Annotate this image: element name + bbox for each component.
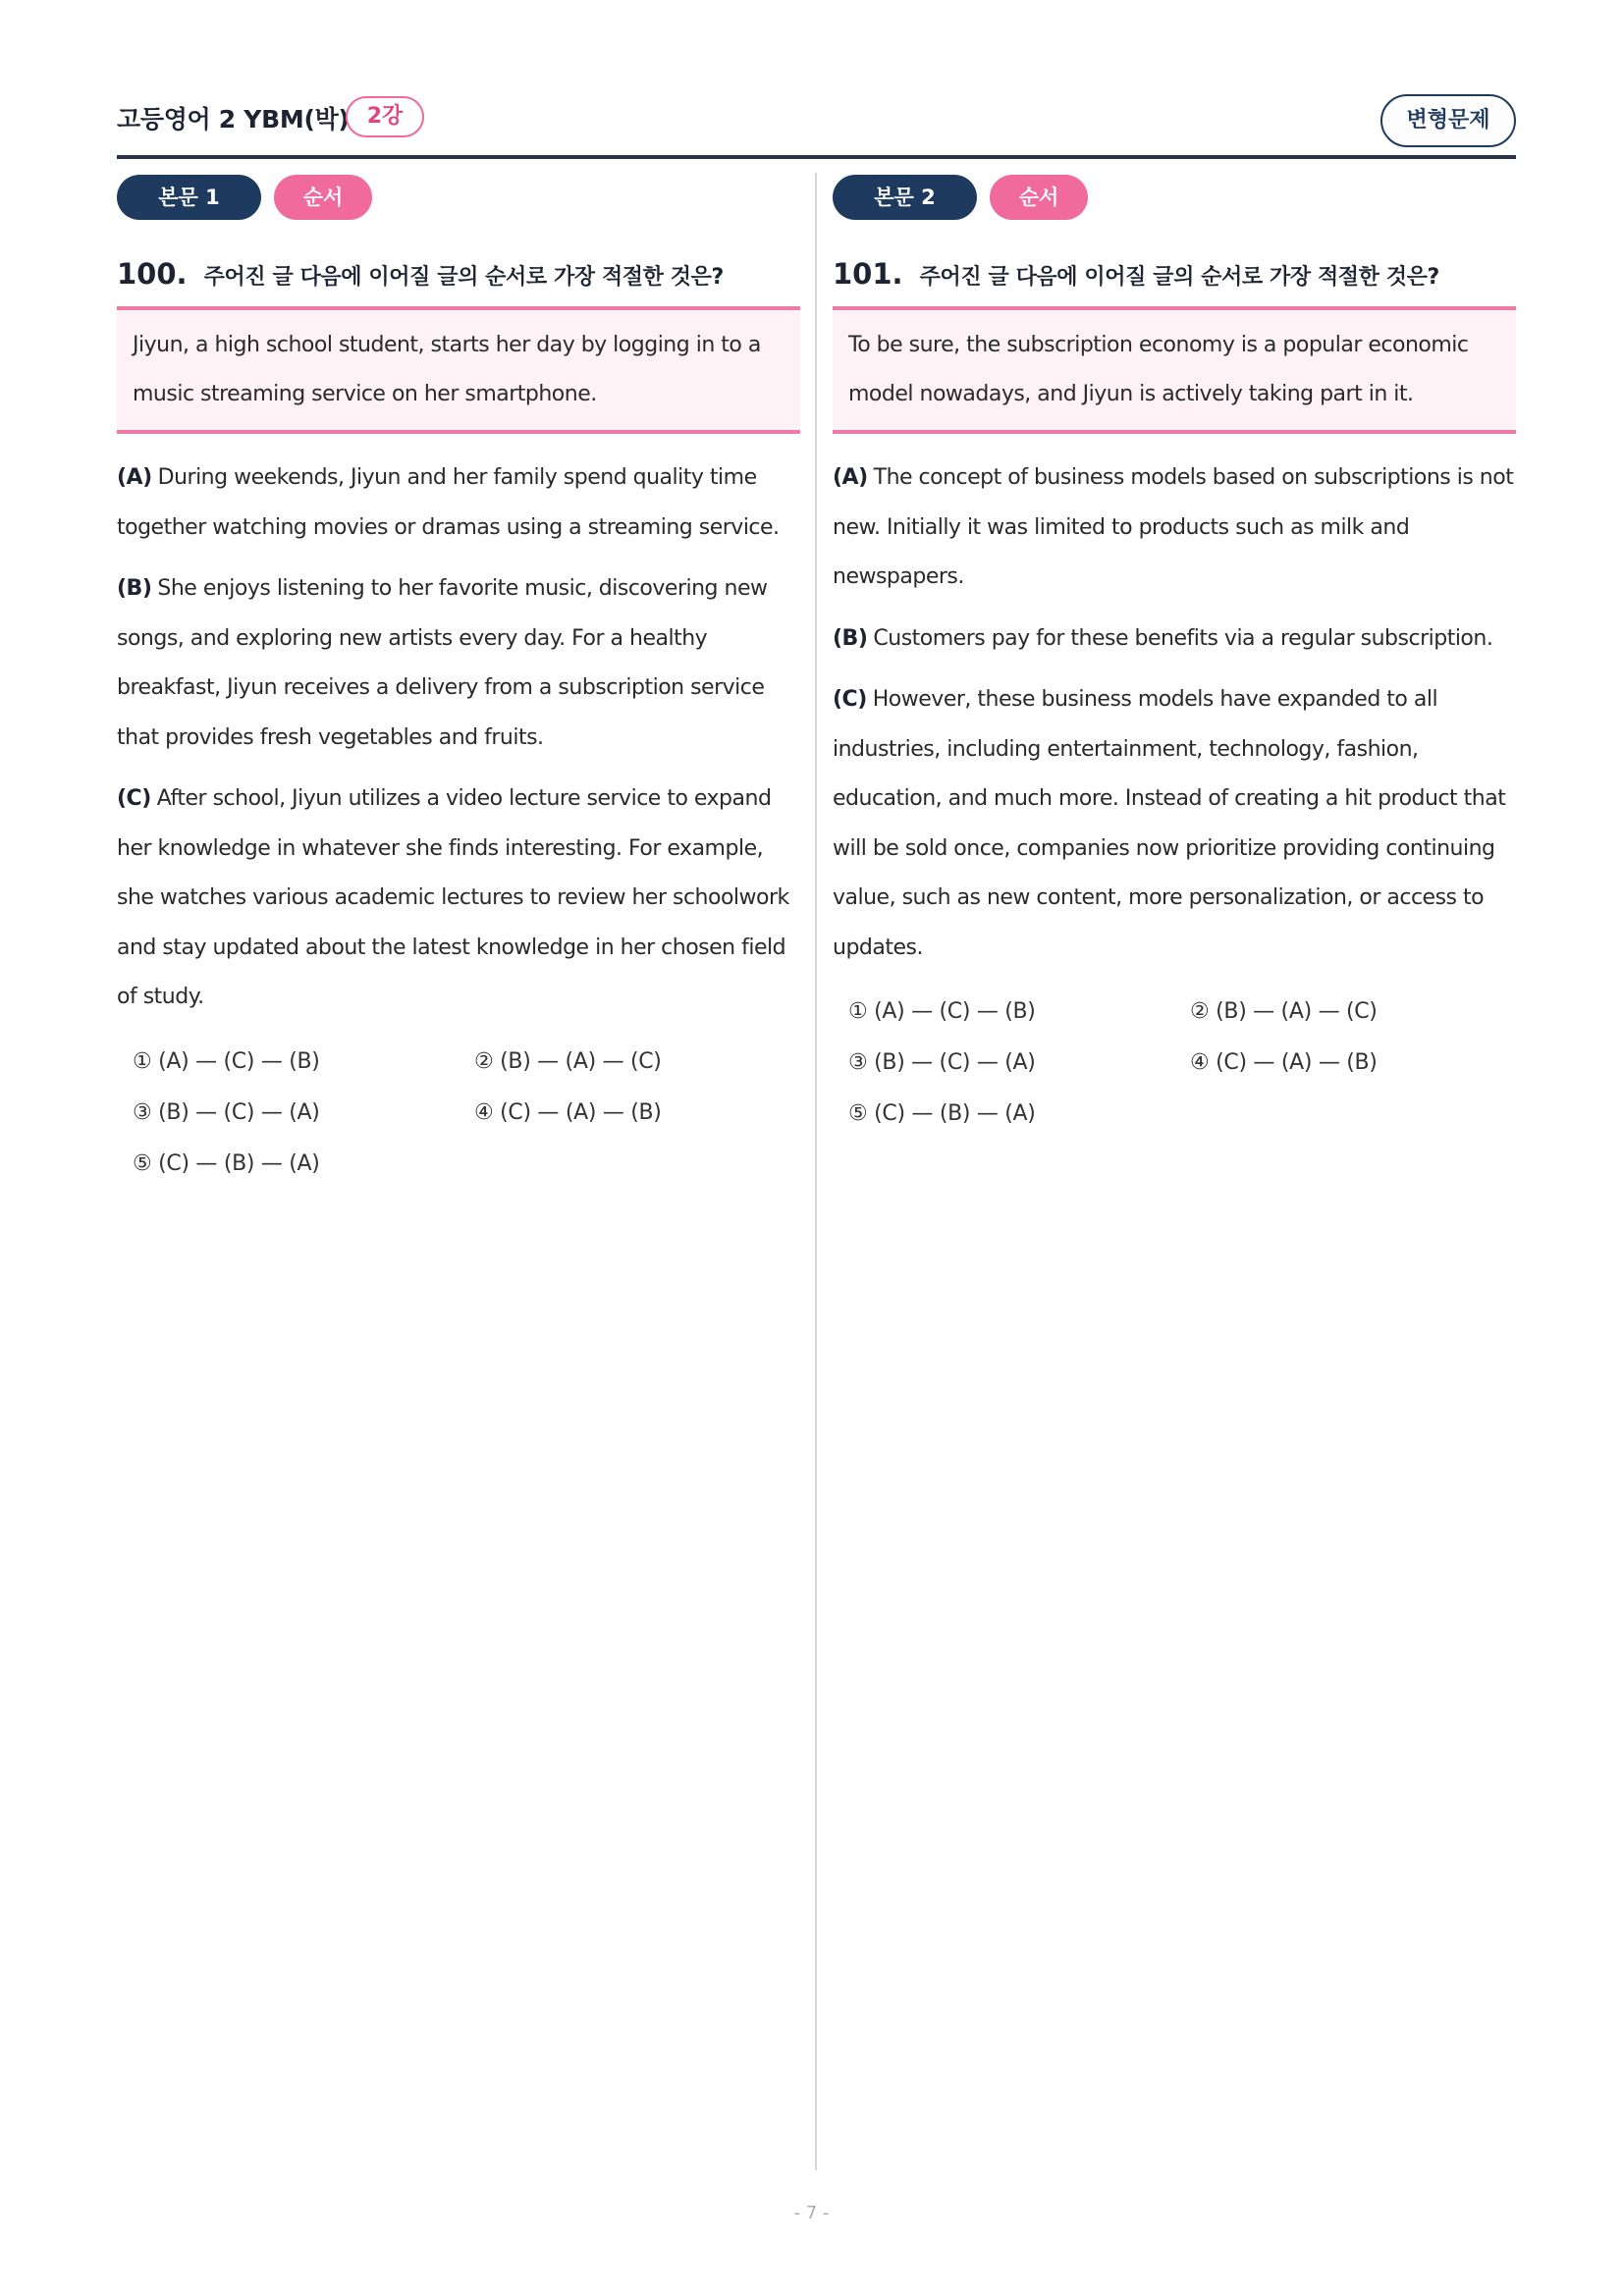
paragraph-label: (A) (117, 465, 152, 490)
choice-3[interactable]: ③ (B) — (C) — (A) (848, 1050, 1036, 1075)
header-rule (117, 155, 1516, 159)
question-header (833, 257, 1516, 296)
choice-5[interactable]: ⑤ (C) — (B) — (A) (848, 1101, 1036, 1126)
paragraph-text: However, these business models have expanded to all industries, including entertainment, technology, fashion, education, and much more. Instead of creating a hit product that will be sold once, companies now prioritize providing continuing value, such as new content, more personalization, or access to updates. (833, 687, 1506, 960)
paragraph-c (833, 675, 1516, 973)
type-tag: 순서 (990, 175, 1088, 220)
book-title: 고등영어 2 YBM(박) (117, 105, 350, 133)
paragraph-text: Customers pay for these benefits via a regular subscription. (873, 625, 1493, 651)
paragraph-label: (A) (833, 465, 868, 490)
answer-choices (117, 1037, 800, 1190)
choice-row (833, 987, 1516, 1038)
choice-row (833, 1038, 1516, 1089)
question-type-badge: 변형문제 (1380, 94, 1516, 147)
paragraph-label: (B) (117, 576, 152, 601)
paragraph-label: (C) (117, 786, 151, 811)
given-passage: Jiyun, a high school student, starts her day by logging in to a music streaming service on her smartphone. (117, 306, 800, 434)
paragraph-c (117, 774, 800, 1023)
choice-3[interactable]: ③ (B) — (C) — (A) (133, 1099, 320, 1125)
question-column-right (833, 173, 1516, 1140)
paragraph-b (117, 564, 800, 763)
answer-choices (833, 987, 1516, 1140)
choice-row (833, 1089, 1516, 1140)
paragraph-label: (C) (833, 687, 867, 712)
question-prompt: 주어진 글 다음에 이어질 글의 순서로 가장 적절한 것은? (919, 265, 1439, 290)
paragraph-a (117, 454, 800, 553)
section-tag: 본문 1 (117, 175, 261, 220)
paragraph-text: The concept of business models based on subscriptions is not new. Initially it was limited to products such as milk and newspapers. (833, 465, 1514, 589)
choice-row (117, 1037, 800, 1088)
column-divider (815, 173, 817, 2170)
type-tag: 순서 (274, 175, 372, 220)
choice-5[interactable]: ⑤ (C) — (B) — (A) (133, 1150, 320, 1176)
choice-row (117, 1088, 800, 1139)
section-tag: 본문 2 (833, 175, 977, 220)
tag-row (117, 173, 800, 222)
tag-row (833, 173, 1516, 222)
paragraph-label: (B) (833, 625, 868, 651)
question-number: 100. (117, 257, 188, 291)
lesson-badge: 2강 (346, 96, 424, 137)
page-number: - 7 - (793, 2203, 830, 2223)
question-header (117, 257, 800, 296)
question-column-left (117, 173, 800, 1190)
choice-1[interactable]: ① (A) — (C) — (B) (848, 999, 1036, 1024)
paragraph-b (833, 614, 1516, 665)
choice-2[interactable]: ② (B) — (A) — (C) (474, 1048, 662, 1074)
paragraph-a (833, 454, 1516, 603)
choice-1[interactable]: ① (A) — (C) — (B) (133, 1048, 320, 1074)
paragraph-text: She enjoys listening to her favorite music, discovering new songs, and exploring new artists every day. For a healthy breakfast, Jiyun receives a delivery from a subscription service that provides fresh vegetables and fruits. (117, 576, 768, 750)
choice-row (117, 1139, 800, 1190)
question-prompt: 주어진 글 다음에 이어질 글의 순서로 가장 적절한 것은? (203, 265, 724, 290)
paragraph-text: After school, Jiyun utilizes a video lecture service to expand her knowledge in whatever she finds interesting. For example, she watches various academic lectures to review her schoolwork and stay updated about the latest knowledge in her chosen field of study. (117, 786, 789, 1009)
paragraph-text: During weekends, Jiyun and her family spend quality time together watching movies or dramas using a streaming service. (117, 465, 780, 540)
choice-4[interactable]: ④ (C) — (A) — (B) (1190, 1050, 1378, 1075)
page-header (117, 94, 1516, 151)
given-passage: To be sure, the subscription economy is a popular economic model nowadays, and Jiyun is actively taking part in it. (833, 306, 1516, 434)
question-number: 101. (833, 257, 903, 291)
choice-2[interactable]: ② (B) — (A) — (C) (1190, 999, 1378, 1024)
choice-4[interactable]: ④ (C) — (A) — (B) (474, 1099, 662, 1125)
